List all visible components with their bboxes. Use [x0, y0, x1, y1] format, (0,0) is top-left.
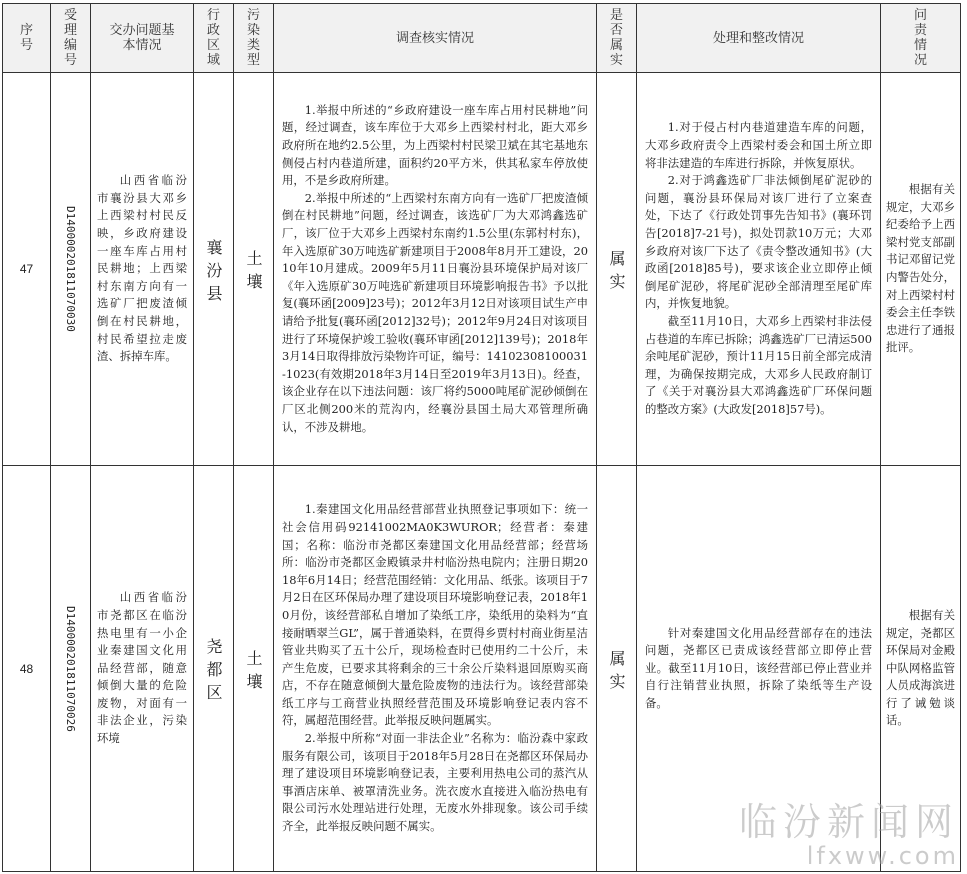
handling-paragraph: 2.对于鸿鑫选矿厂非法倾倒尾矿泥砂的问题，襄汾县环保局对该厂进行了立案查处，下达了《行政处罚事先告知书》(襄环罚告[2018]7-21号)，拟处罚款10万元；大邓乡政府对该厂下达了《责令整改通知书》(大政函[2018]85号)，要求该企业立即停止倾倒尾矿泥砂，将尾矿泥砂全部清理至尾矿库内，并恢复地貌。 — [645, 173, 872, 311]
row-issue: 山西省临汾市襄汾县大邓乡上西梁村村民反映，乡政府建设一座车库占用村民耕地；上西梁村东南方向有一选矿厂把废渣倾倒在村民耕地，村民希望拉走废渣、拆掉车库。 — [91, 73, 194, 466]
row-region: 襄汾县 — [194, 73, 234, 466]
investigation-paragraph: 1.举报中所述的“乡政府建设一座车库占用村民耕地”问题，经过调查，该车库位于大邓乡上西梁村村北，距大邓乡政府所在地约2.5公里，为上西梁村村民梁卫斌在其宅基地东侧侵占村内巷道所建，面积约20平方米，供其私家车停放使用，不是乡政府所建。 — [282, 102, 588, 188]
table-row — [3, 73, 961, 466]
row-pollution: 土壤 — [234, 466, 274, 872]
handling-paragraph: 1.对于侵占村内巷道建造车库的问题，大邓乡政府责令上西梁村委会和国土所立即将非法建造的车库进行拆除，并恢复原状。 — [645, 120, 872, 170]
row-issue: 山西省临汾市尧都区在临汾热电里有一小企业秦建国文化用品经营部，随意倾倒大量的危险废物，对面有一非法企业，污染环境 — [91, 466, 194, 872]
row-investigation — [274, 466, 597, 872]
report-table — [2, 3, 961, 872]
handling-paragraph: 针对秦建国文化用品经营部存在的违法问题，尧都区已责成该经营部立即停止营业。截至11月10日，该经营部已停止营业并自行注销营业执照，拆除了染纸等生产设备。 — [645, 625, 872, 710]
row-accountability: 根据有关规定，大邓乡纪委给予上西梁村党支部副书记邓留记党内警告处分，对上西梁村村委会主任李铁忠进行了通报批评。 — [881, 73, 961, 466]
investigation-paragraph: 1.秦建国文化用品经营部营业执照登记事项如下：统一社会信用码92141002MA0K3WUROR；经营者：秦建国；名称：临汾市尧都区秦建国文化用品经营部；经营场所：临汾市尧都区金殿镇录井村临汾热电院内；注册日期2018年6月14日；经营范围经销：文化用品、纸张。该项目于7月2日在区环保局办理了建设项目环境影响登记表，2018年10月份，该经营部私自增加了染纸工序，染纸用的染料为“直接耐晒翠兰GL”，属于普通染料，在贾得乡贾村村商业街星洁管业共购买了五十公斤，现场检查时已使用约二十公斤，未产生危废，已要求其将剩余的三十余公斤染料退回原购买商店，不存在随意倾倒大量危险废物的违法行为。该经营部染纸工序与工商营业执照经营范围及环境影响登记表内容不符，属超范围经营。此举报反映问题属实。 — [282, 502, 588, 728]
row-pollution: 土壤 — [234, 73, 274, 466]
row-verified: 属实 — [597, 466, 637, 872]
row-handling — [637, 73, 881, 466]
row-verified: 属实 — [597, 73, 637, 466]
row-seq: 48 — [3, 466, 51, 872]
row-seq: 47 — [3, 73, 51, 466]
investigation-paragraph: 2.举报中所述的“上西梁村东南方向有一选矿厂把废渣倾倒在村民耕地”问题，经过调查，该选矿厂为大邓鸿鑫选矿厂，该厂位于大邓乡上西梁村东南约1.5公里(东郭村村东)，年入选原矿30万吨选矿新建项目于2008年8月开工建设，2010年10月建成。2009年5月11日襄汾县环境保护局对该厂《年入选原矿30万吨选矿新建项目环境影响报告书》予以批复(襄环函[2009]23号)；2012年3月12日对该项目试生产申请给予批复(襄环函[2012]32号)；2012年9月24日对该项目进行了环境保护竣工验收(襄环审函[2012]139号)；2018年3月14日取得排放污染物许可证，编号：14102308100031-1023(有效期2018年3月14日至2019年3月13日)。经查，该企业存在以下违法问题：该厂将约5000吨尾矿泥砂倾倒在厂区北侧200米的荒沟内，经襄汾县国土局大邓管理所确认，不涉及耕地。 — [282, 190, 588, 434]
row-id: D1400002018110​70030 — [51, 73, 91, 466]
header-row — [3, 4, 961, 73]
header-accountability: 问责情况 — [881, 4, 961, 73]
header-investigation: 调查核实情况 — [274, 4, 597, 73]
handling-paragraph: 截至11月10日，大邓乡上西梁村非法侵占巷道的车库已拆除；鸿鑫选矿厂已清运500余吨尾矿泥砂，预计11月15日前全部完成清理，为确保按期完成，大邓乡人民政府制订了《关于对襄汾县大邓鸿鑫选矿厂环保问题的整改方案》(大政发[2018]57号)。 — [645, 313, 872, 416]
header-pollution: 污染类型 — [234, 4, 274, 73]
investigation-paragraph: 2.举报中所称“对面一非法企业”名称为：临汾森中家政服务有限公司，该项目于2018年5月28日在尧都区环保局办理了建设项目环境影响登记表，主要利用热电公司的蒸汽从事酒店床单、被罩清洗业务。洗衣废水直接进入临汾热电有限公司污水处理站进行处理，无废水外排现象。该公司手续齐全，此举报反映问题不属实。 — [282, 731, 588, 834]
table-row — [3, 466, 961, 872]
row-handling — [637, 466, 881, 872]
header-handling: 处理和整改情况 — [637, 4, 881, 73]
row-id: D1400002018110​70026 — [51, 466, 91, 872]
watermark-logo-text: 临汾新闻网 — [738, 800, 959, 844]
watermark-url: lfxww.com — [806, 842, 959, 870]
header-seq: 序号 — [3, 4, 51, 73]
row-accountability: 根据有关规定，尧都区环保局对金殿中队网格监管人员成海滨进行了诫勉谈话。 — [881, 466, 961, 872]
header-issue: 交办问题基本情况 — [91, 4, 194, 73]
row-investigation — [274, 73, 597, 466]
header-verified: 是否属实 — [597, 4, 637, 73]
header-region: 行政区域 — [194, 4, 234, 73]
header-id: 受理编号 — [51, 4, 91, 73]
row-region: 尧都区 — [194, 466, 234, 872]
